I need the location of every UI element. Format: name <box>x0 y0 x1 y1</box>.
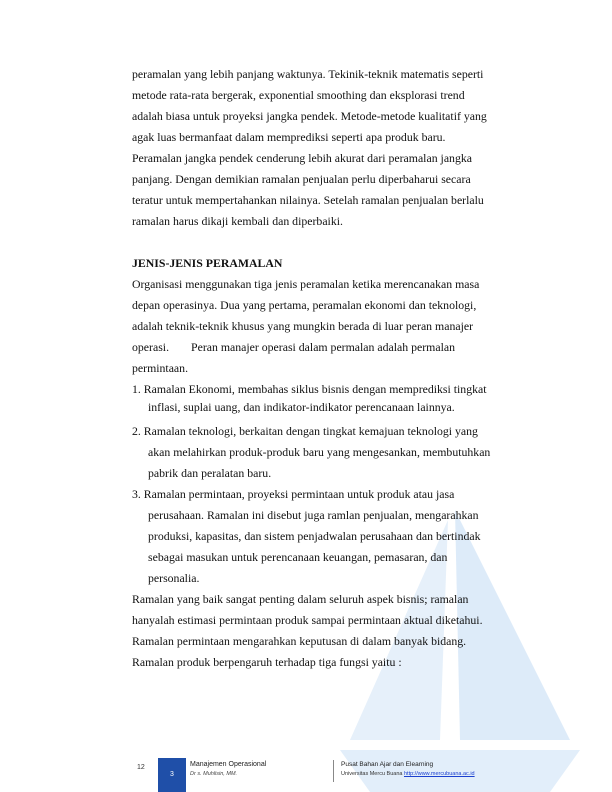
page-body <box>132 64 502 673</box>
list-item-line: produksi, kapasitas, dan sistem penjadwalan perusahaan dan bertindak <box>148 529 481 543</box>
intro-paragraph <box>132 274 502 379</box>
text-line: hanyalah estimasi permintaan produk sampai permintaan aktual diketahui. <box>132 613 483 627</box>
spacer <box>132 232 502 253</box>
closing-paragraph <box>132 589 502 673</box>
text-line: Organisasi menggunakan tiga jenis peramalan ketika merencanakan masa <box>132 277 480 291</box>
paragraph-1 <box>132 64 502 232</box>
text-line: Ramalan produk berpengaruh terhadap tiga fungsi yaitu : <box>132 655 402 669</box>
list-item-first-line: 1. Ramalan Ekonomi, membahas siklus bisnis dengan memprediksi tingkat <box>132 382 487 396</box>
page-footer <box>0 758 612 792</box>
text-line: panjang. Dengan demikian ramalan penjualan perlu diperbaharui secara <box>132 172 471 186</box>
section-heading: JENIS-JENIS PERAMALAN <box>132 256 283 270</box>
text-line: agak luas bermanfaat dalam memprediksi seperti apa produk baru. <box>132 130 446 144</box>
text-line: adalah teknik-teknik khusus yang mungkin berada di luar peran manajer <box>132 319 474 333</box>
text-line: depan operasinya. Dua yang pertama, peramalan ekonomi dan teknologi, <box>132 298 477 312</box>
list-item-line: sebagai masukan untuk perencanaan keuangan, pemasaran, dan <box>148 550 448 564</box>
text-fragment: Peran manajer operasi dalam permalan adalah permalan <box>191 340 456 354</box>
list-item-first-line: 3. Ramalan permintaan, proyeksi permintaan untuk produk atau jasa <box>132 487 455 501</box>
course-title: Manajemen Operasional <box>190 761 267 768</box>
university-name: Universitas Mercu Buana <box>341 771 403 777</box>
list-item <box>132 379 502 415</box>
text-fragment: operasi. <box>132 340 170 354</box>
text-line: ramalan harus dikaji kembali dan diperbaiki. <box>132 214 343 228</box>
list-item-line: perusahaan. Ramalan ini disebut juga ramlan penjualan, mengarahkan <box>148 508 479 522</box>
list-item <box>132 484 502 589</box>
forecast-type-list <box>132 379 502 589</box>
university-link[interactable]: http://www.mercubuana.ac.id <box>403 771 475 777</box>
text-line: Ramalan permintaan mengarahkan keputusan di dalam banyak bidang. <box>132 634 467 648</box>
text-line: metode rata-rata bergerak, exponential smoothing dan eksplorasi trend <box>132 88 465 102</box>
center-name: Pusat Bahan Ajar dan Elearning <box>341 761 434 768</box>
page-number: 12 <box>137 764 145 771</box>
text-line <box>132 337 502 358</box>
text-line: adalah biasa untuk proyeksi jangka pendek. Metode-metode kualitatif yang <box>132 109 487 123</box>
text-line: Peramalan jangka pendek cenderung lebih akurat dari peramalan jangka <box>132 151 472 165</box>
author-name: Dr s. Muhlisin, MM. <box>190 771 238 777</box>
list-item-line: personalia. <box>148 571 200 585</box>
list-item-first-line: 2. Ramalan teknologi, berkaitan dengan tingkat kemajuan teknologi yang <box>132 424 478 438</box>
list-item-line: akan melahirkan produk-produk baru yang mengesankan, membutuhkan <box>148 445 491 459</box>
footer-divider <box>333 760 334 782</box>
university-line <box>341 771 475 777</box>
chapter-number-box: 3 <box>158 758 186 792</box>
text-line: peramalan yang lebih panjang waktunya. Tekinik-teknik matematis seperti <box>132 67 484 81</box>
text-line: Ramalan yang baik sangat penting dalam seluruh aspek bisnis; ramalan <box>132 592 469 606</box>
list-item-line: inflasi, suplai uang, dan indikator-indikator perencanaan lainnya. <box>148 400 455 414</box>
text-line: teratur untuk mempertahankan nilainya. Setelah ramalan penjualan berlalu <box>132 193 484 207</box>
list-item <box>132 421 502 484</box>
list-item-line: pabrik dan peralatan baru. <box>148 466 272 480</box>
text-line: permintaan. <box>132 361 189 375</box>
